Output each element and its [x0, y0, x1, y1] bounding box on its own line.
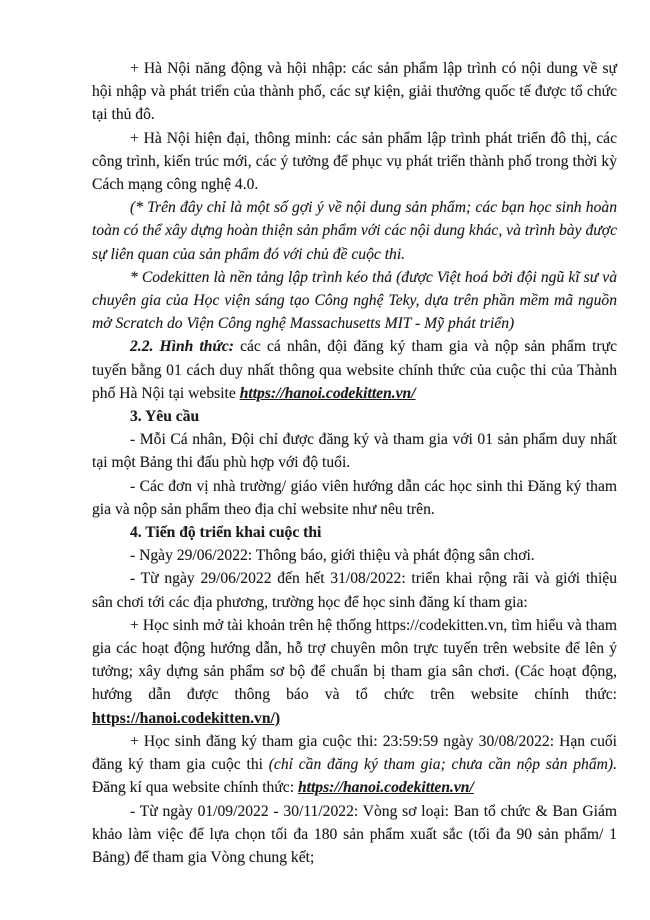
text-run: - Mỗi Cá nhân, Đội chỉ được đăng ký và tham gia với 01 sản phẩm duy nhất tại một Bảng thi đấu phù hợp với độ tuổi.	[92, 431, 617, 472]
text-run: + Học sinh đăng ký tham gia cuộc thi: 23:59:59 ngày 30/08/2022: Hạn cuối đăng ký tham gia cuộc thi	[92, 732, 617, 774]
text-run: - Từ ngày 29/06/2022 đến hết 31/08/2022: triển khai rộng rãi và giới thiệu sân chơi tới các địa phương, trường học để học sinh đăng kí tham gia:	[92, 570, 617, 611]
para-timeline-account	[92, 614, 617, 730]
para-hanoi-modern	[92, 127, 617, 197]
hyperlink[interactable]: https://hanoi.codekitten.vn/)	[92, 709, 281, 727]
text-run: các cá nhân, đội đăng ký tham gia và nộp sản phẩm trực tuyến bằng 01 cách duy nhất thông qua website chính thức của cuộc thi của Thành phố Hà Nội tại website	[92, 338, 617, 402]
para-note-content-hints	[92, 196, 617, 266]
para-requirement-2	[92, 475, 617, 521]
para-hanoi-dynamic	[92, 57, 617, 127]
text-run: - Các đơn vị nhà trường/ giáo viên hướng dẫn các học sinh thi Đăng ký tham gia và nộp sản phẩm theo địa chỉ website như nêu trên.	[92, 477, 617, 518]
text-run: - Từ ngày 01/09/2022 - 30/11/2022: Vòng sơ loại: Ban tổ chức & Ban Giám khảo làm việc để lựa chọn tối đa 180 sản phẩm xuất sắc (tối đa 90 sản phẩm/ 1 Bảng) để tham gia Vòng chung kết;	[92, 802, 617, 866]
para-timeline-register	[92, 730, 617, 800]
text-run: + Hà Nội năng động và hội nhập: các sản phẩm lập trình có nội dung về sự hội nhập và phát triển của thành phố, các sự kiện, giải thưởng quốc tế được tổ chức tại thủ đô.	[92, 60, 617, 124]
para-requirement-1	[92, 428, 617, 474]
document-body	[92, 57, 617, 869]
text-run: * Codekitten là nền tảng lập trình kéo thả (được Việt hoá bởi đội ngũ kĩ sư và chuyên gia của Học viện sáng tạo Công nghệ Teky, dựa trên phần mềm mã nguồn mở Scratch do Viện Công nghệ Massachusetts MIT - Mỹ phát triển)	[92, 268, 617, 333]
text-run: + Hà Nội hiện đại, thông minh: các sản phẩm lập trình phát triển đô thị, các công trình, kiến trúc mới, các ý tưởng để phục vụ phát triển thành phố trong thời kỳ Cách mạng công nghệ 4.0.	[92, 129, 617, 194]
text-run: 4. Tiến độ triển khai cuộc thi	[130, 524, 322, 542]
heading-3-requirements	[92, 405, 617, 428]
para-2-2-format	[92, 335, 617, 405]
para-timeline-preliminary	[92, 800, 617, 870]
text-run: Đăng kí qua website chính thức:	[92, 779, 298, 797]
para-note-codekitten	[92, 266, 617, 336]
text-run: 2.2. Hình thức:	[130, 338, 234, 356]
text-run: (chỉ cần đăng ký tham gia; chưa cần nộp sản phẩm).	[268, 756, 617, 774]
para-timeline-announce	[92, 544, 617, 567]
heading-4-timeline	[92, 521, 617, 544]
hyperlink[interactable]: https://hanoi.codekitten.vn/	[297, 779, 474, 797]
text-run: - Ngày 29/06/2022: Thông báo, giới thiệu và phát động sân chơi.	[130, 547, 535, 565]
para-timeline-rollout	[92, 567, 617, 613]
text-run: + Học sinh mở tài khoản trên hệ thống https://codekitten.vn, tìm hiểu và tham gia các hoạt động hướng dẫn, hỗ trợ chuyên môn trực tuyến trên website để lên ý tưởng; xây dựng sản phẩm sơ bộ để chuẩn bị tham gia sân chơi. (Các hoạt động, hướng dẫn được thông báo và tổ chức trên website chính thức:	[92, 616, 617, 704]
hyperlink[interactable]: https://hanoi.codekitten.vn/	[239, 384, 416, 402]
text-run: (* Trên đây chỉ là một số gợi ý về nội dung sản phẩm; các bạn học sinh hoàn toàn có thể xây dựng hoàn thiện sản phẩm với các nội dung khác, và trình bày được sự liên quan của sản phẩm đó với chủ đề cuộc thi.	[92, 199, 617, 263]
text-run: 3. Yêu cầu	[130, 408, 200, 426]
